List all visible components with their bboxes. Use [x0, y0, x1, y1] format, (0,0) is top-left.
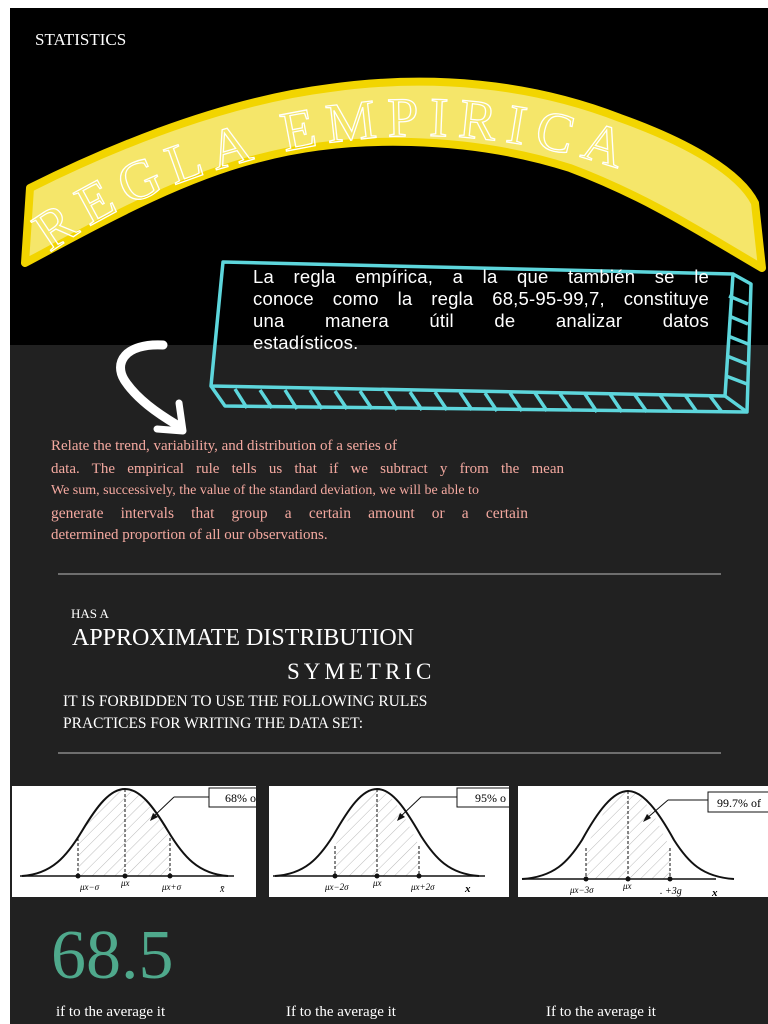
footer-label: If to the average it	[546, 1004, 656, 1020]
curve-label: x̄	[220, 884, 225, 895]
curve-callout: 95% o	[475, 791, 506, 805]
normal-curve-2sd	[269, 786, 509, 897]
forbidden-line: IT IS FORBIDDEN TO USE THE FOLLOWING RULES	[63, 693, 428, 710]
curved-arrow-icon	[105, 333, 215, 443]
curve-label: μx	[121, 878, 130, 888]
symetric-heading: SYMETRIC	[287, 659, 436, 684]
banner-title: REGLA EMPIRICA	[22, 86, 642, 264]
category-label: STATISTICS	[35, 30, 127, 49]
curve-label: . +3g	[660, 886, 682, 897]
callout-text	[253, 266, 709, 354]
intro-line: generate intervals that group a certain amount or a certain	[51, 505, 528, 522]
curve-callout: 99.7% of	[717, 796, 761, 810]
curve-label: x	[712, 887, 718, 897]
curve-label: μx−3σ	[570, 885, 594, 895]
normal-curve-3sd	[518, 786, 768, 897]
curve-label: μx	[623, 881, 632, 891]
callout-line: conoce como la regla 68,5-95-99,7, constituye	[253, 288, 709, 309]
intro-line: data. The empirical rule tells us that if we subtract y from the mean	[51, 461, 564, 477]
curve-label: μx+σ	[162, 882, 182, 892]
approx-heading: APPROXIMATE DISTRIBUTION	[72, 625, 415, 651]
divider	[58, 752, 721, 754]
footer-label: if to the average it	[56, 1004, 166, 1020]
curve-label: μx−σ	[80, 882, 100, 892]
page	[10, 8, 768, 1024]
curve-label: μx−2σ	[325, 882, 349, 892]
callout-line: una manera útil de analizar datos	[253, 310, 709, 331]
curve-label: μx+2σ	[411, 882, 435, 892]
divider	[58, 573, 721, 575]
forbidden-line: PRACTICES FOR WRITING THE DATA SET:	[63, 715, 364, 732]
intro-line: Relate the trend, variability, and distribution of a series of	[51, 438, 398, 454]
footer-label: If to the average it	[286, 1004, 396, 1020]
intro-line: determined proportion of all our observations.	[51, 527, 328, 543]
intro-line: We sum, successively, the value of the standard deviation, we will be able to	[51, 483, 479, 498]
curve-label: μx	[373, 878, 382, 888]
has-a-label: HAS A	[71, 606, 109, 621]
curve-callout: 68% o	[225, 791, 256, 805]
stat-value: 68.5	[51, 917, 174, 994]
curve-label: x	[465, 883, 471, 895]
callout-line: estadísticos.	[253, 332, 359, 353]
normal-curve-1sd	[12, 786, 256, 897]
callout-line: La regla empírica, a la que también se le	[253, 266, 709, 287]
